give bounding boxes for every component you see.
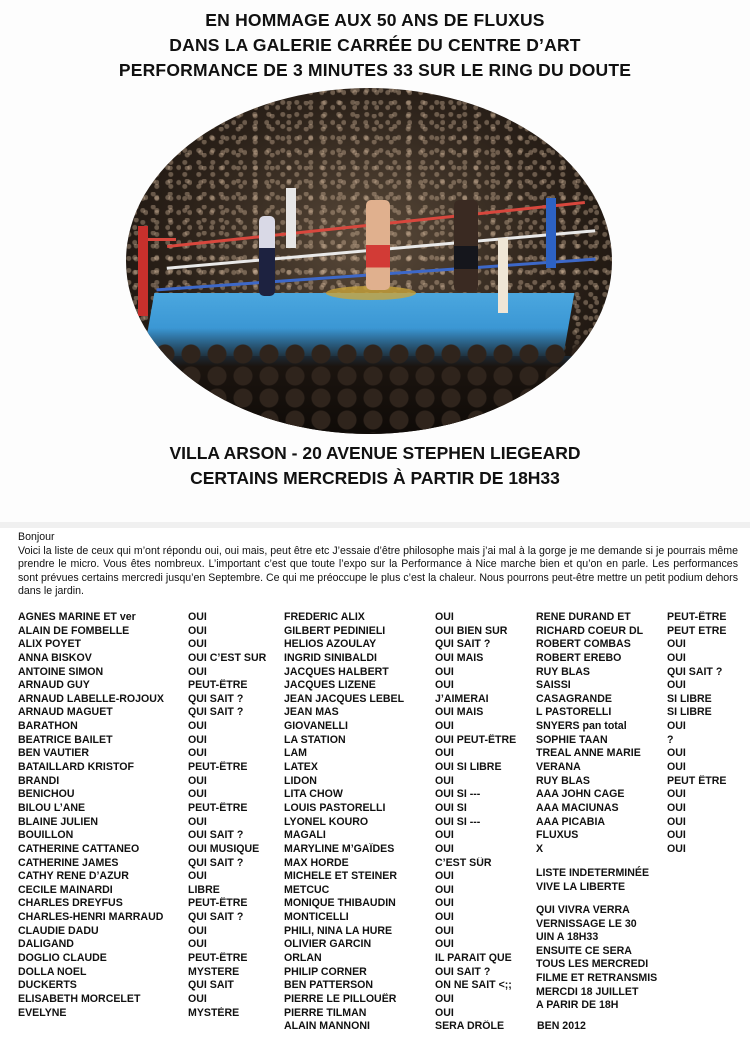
participant-answer: OUI PEUT-ÊTRE <box>435 733 517 746</box>
participant-name: MAGALI <box>284 829 326 842</box>
participant-answer: OUI <box>188 747 207 760</box>
participant-name: L PASTORELLI <box>536 706 612 719</box>
participant-answer: OUI <box>435 911 454 924</box>
participant-answer: OUI <box>435 938 454 951</box>
participant-answer: QUI SAIT <box>188 979 234 992</box>
participant-name: BRANDI <box>18 774 60 787</box>
participant-answer: PEUT-ÊTRE <box>188 897 248 910</box>
participant-answer: OUI SAIT ? <box>435 965 491 978</box>
participant-answer: OUI <box>435 679 454 692</box>
participant-answer: OUI <box>188 924 207 937</box>
participant-answer: QUI SAIT ? <box>188 692 244 705</box>
participant-name: BEN PATTERSON <box>284 979 374 992</box>
participant-name: ARNAUD LABELLE-ROJOUX <box>18 692 164 705</box>
participant-answer: PEUT-ÊTRE <box>188 801 248 814</box>
names-column-2 <box>284 611 434 1034</box>
participant-answer: SI LIBRE <box>667 692 712 705</box>
note-line: TOUS LES MERCREDI <box>536 958 649 971</box>
participant-name: GIOVANELLI <box>284 720 348 733</box>
participant-answer: PEUT-ÊTRE <box>188 761 248 774</box>
notes-block-a <box>536 867 649 894</box>
participant-answer: SERA DRÔLE <box>435 1020 505 1033</box>
participant-name: BOUILLON <box>18 829 74 842</box>
participant-answer: OUI SI LIBRE <box>435 761 502 774</box>
answers-column-1 <box>188 611 282 1020</box>
participant-answer: OUI <box>667 720 686 733</box>
participant-name: JEAN JACQUES LEBEL <box>284 692 405 705</box>
participant-name: CATHERINE CATTANEO <box>18 842 140 855</box>
participant-answer: OUI <box>188 624 207 637</box>
participant-answer: OUI SI <box>435 801 467 814</box>
note-line: MERCDI 18 JUILLET <box>536 985 639 998</box>
note-line: FILME ET RETRANSMIS <box>536 971 658 984</box>
participant-answer: OUI <box>667 651 686 664</box>
letter-body: Voici la liste de ceux qui m’ont répondu oui, oui mais, peut être etc J’essaie d’être philosophe mais j’ai mal à la gorge je me demande si je pourrais même prendre le micro. Vous êtes nombreux. L’important c’est que toute l’expo sur la Performance à Nice marche bien et qu’on en parle. Les performances sont prévues certains mercredi jusqu’en Septembre. Ce qui me préoccupe le plus c’est la chaleur. Nous pourrons peut-être mettre un petit podium dehors dans le jardin. <box>18 544 738 598</box>
participant-name: PHILI, NINA LA HURE <box>284 924 393 937</box>
referee-figure <box>259 216 275 296</box>
participant-answer: ? <box>667 733 674 746</box>
participant-answer: OUI <box>435 992 454 1005</box>
participant-name: DOLLA NOEL <box>18 965 87 978</box>
participant-answer: OUI MAIS <box>435 706 484 719</box>
ring-corner-post <box>546 198 556 268</box>
participant-answer: OUI <box>435 1006 454 1019</box>
participant-answer: PEUT ÊTRE <box>667 774 727 787</box>
participant-answer: OUI <box>435 747 454 760</box>
participant-name: ROBERT EREBO <box>536 651 622 664</box>
participant-answer: OUI <box>435 924 454 937</box>
participant-answer: PEUT-ÊTRE <box>188 679 248 692</box>
participant-answer: LIBRE <box>188 883 220 896</box>
ring-corner-post <box>498 238 508 313</box>
participant-answer: OUI SAIT ? <box>188 829 244 842</box>
participant-name: MARYLINE M’GAÏDES <box>284 842 395 855</box>
participant-name: AAA MACIUNAS <box>536 801 619 814</box>
participant-answer: OUI <box>435 829 454 842</box>
participant-name: ANNA BISKOV <box>18 651 92 664</box>
participant-answer: OUI <box>435 883 454 896</box>
participant-name: MONTICELLI <box>284 911 349 924</box>
participant-name: BARATHON <box>18 720 78 733</box>
header-line-3: PERFORMANCE DE 3 MINUTES 33 SUR LE RING DU DOUTE <box>118 60 632 80</box>
participant-name: ELISABETH MORCELET <box>18 992 141 1005</box>
poster-top <box>0 0 750 522</box>
participant-name: PHILIP CORNER <box>284 965 367 978</box>
participant-answer: OUI <box>188 733 207 746</box>
participant-answer: OUI SI --- <box>435 815 481 828</box>
venue-line-2: CERTAINS MERCREDIS À PARTIR DE 18H33 <box>190 468 560 488</box>
participant-answer: OUI <box>667 747 686 760</box>
ring-corner-post <box>138 226 148 316</box>
participant-name: CHARLES DREYFUS <box>18 897 123 910</box>
boxer-black-figure <box>454 200 478 292</box>
boxing-ring-photo <box>126 88 612 434</box>
participant-answer: OUI <box>188 788 207 801</box>
participant-answer: OUI <box>435 720 454 733</box>
venue-line-1: VILLA ARSON - 20 AVENUE STEPHEN LIEGEARD <box>169 443 581 463</box>
participant-name: DOGLIO CLAUDE <box>18 952 107 965</box>
participant-answer: QUI SAIT ? <box>188 856 244 869</box>
participant-name: ALAIN MANNONI <box>284 1020 370 1033</box>
participant-answer: OUI MAIS <box>435 651 484 664</box>
participant-name: LA STATION <box>284 733 346 746</box>
participant-name: ROBERT COMBAS <box>536 638 631 651</box>
answers-column-2 <box>435 611 533 1034</box>
names-column-1 <box>18 611 188 1020</box>
boxer-red-figure <box>366 200 390 290</box>
spectator-heads <box>126 343 612 433</box>
participant-answer: QUI SAIT ? <box>435 638 491 651</box>
participant-answer: OUI <box>435 611 454 623</box>
note-line: A PARIR DE 18H <box>536 999 619 1012</box>
note-line: ENSUITE CE SERA <box>536 944 632 957</box>
participant-name: FREDERIC ALIX <box>284 611 365 623</box>
participant-name: JEAN MAS <box>284 706 339 719</box>
participant-name: ALIX POYET <box>18 638 81 651</box>
participant-answer: J’AIMERAI <box>435 692 489 705</box>
participant-name: ARNAUD GUY <box>18 679 90 692</box>
participant-name: ALAIN DE FOMBELLE <box>18 624 130 637</box>
participant-answer: OUI <box>188 774 207 787</box>
notes-block-b <box>536 904 657 1013</box>
participant-answer: PEUT-ÊTRE <box>667 611 727 623</box>
note-line: LISTE INDETERMINÉE <box>536 867 650 879</box>
ring-corner-post <box>286 188 296 248</box>
participant-answer: C’EST SÛR <box>435 856 492 869</box>
participant-answer: OUI <box>435 774 454 787</box>
participant-answer: ON NE SAIT <;; <box>435 979 512 992</box>
note-line: UIN A 18H33 <box>536 931 599 944</box>
participant-name: DALIGAND <box>18 938 74 951</box>
note-line: QUI VIVRA VERRA <box>536 904 630 916</box>
participant-name: BEN VAUTIER <box>18 747 90 760</box>
participant-answer: OUI <box>667 761 686 774</box>
participant-name: JACQUES HALBERT <box>284 665 389 678</box>
participant-answer: OUI <box>667 679 686 692</box>
names-column-3 <box>536 611 666 857</box>
participant-name: X <box>536 842 544 855</box>
participant-name: MICHELE ET STEINER <box>284 870 398 883</box>
participant-name: CATHY RENE D’AZUR <box>18 870 129 883</box>
participant-name: CLAUDIE DADU <box>18 924 99 937</box>
participant-name: LOUIS PASTORELLI <box>284 801 386 814</box>
participant-name: BILOU L’ANE <box>18 801 86 814</box>
participant-answer: MYSTERE <box>188 965 240 978</box>
participant-answer: OUI SI --- <box>435 788 481 801</box>
participant-name: BATAILLARD KRISTOF <box>18 761 134 774</box>
participant-answer: OUI <box>667 638 686 651</box>
participant-name: BLAINE JULIEN <box>18 815 99 828</box>
participant-answer: MYSTÈRE <box>188 1006 240 1019</box>
participant-name: MAX HORDE <box>284 856 349 869</box>
header-line-1: EN HOMMAGE AUX 50 ANS DE FLUXUS <box>205 10 545 30</box>
letter-greeting: Bonjour <box>18 531 55 543</box>
participant-name: LIDON <box>284 774 317 787</box>
note-line: VIVE LA LIBERTE <box>536 880 626 893</box>
participant-answer: OUI <box>188 665 207 678</box>
participant-answer: PEUT ETRE <box>667 624 727 637</box>
participant-name: MONIQUE THIBAUDIN <box>284 897 396 910</box>
participant-name: RUY BLAS <box>536 665 590 678</box>
participant-answer: OUI <box>667 815 686 828</box>
participant-name: CATHERINE JAMES <box>18 856 119 869</box>
participant-name: INGRID SINIBALDI <box>284 651 377 664</box>
participant-name: SAISSI <box>536 679 571 692</box>
participant-name: BENICHOU <box>18 788 75 801</box>
participant-name: FLUXUS <box>536 829 579 842</box>
participant-name: CHARLES-HENRI MARRAUD <box>18 911 164 924</box>
participant-name: LAM <box>284 747 307 760</box>
header-line-2: DANS LA GALERIE CARRÉE DU CENTRE D’ART <box>169 35 581 55</box>
participant-name: CASAGRANDE <box>536 692 612 705</box>
participant-answer: SI LIBRE <box>667 706 712 719</box>
participant-name: ANTOINE SIMON <box>18 665 104 678</box>
participant-name: TREAL ANNE MARIE <box>536 747 641 760</box>
participant-name: ORLAN <box>284 952 322 965</box>
participant-name: RICHARD COEUR DL <box>536 624 644 637</box>
participant-answer: OUI <box>435 897 454 910</box>
note-line: VERNISSAGE LE 30 <box>536 917 637 930</box>
participant-name: LATEX <box>284 761 318 774</box>
participant-answer: OUI <box>188 815 207 828</box>
participant-answer: OUI <box>188 611 207 623</box>
participant-answer: OUI C’EST SUR <box>188 651 267 664</box>
participant-name: ARNAUD MAGUET <box>18 706 113 719</box>
participant-name: AAA JOHN CAGE <box>536 788 625 801</box>
participant-name: JACQUES LIZENE <box>284 679 376 692</box>
participant-name: SNYERS pan total <box>536 720 627 733</box>
participant-name: OLIVIER GARCIN <box>284 938 372 951</box>
participant-answer: OUI <box>435 870 454 883</box>
participant-name: PIERRE LE PILLOUËR <box>284 992 397 1005</box>
participant-name: RUY BLAS <box>536 774 590 787</box>
participant-name: LYONEL KOURO <box>284 815 369 828</box>
answers-column-3 <box>667 611 747 857</box>
participant-answer: QUI SAIT ? <box>188 911 244 924</box>
participant-answer: OUI BIEN SUR <box>435 624 508 637</box>
page-divider <box>0 522 750 528</box>
participant-name: RENE DURAND ET <box>536 611 631 623</box>
participant-name: HELIOS AZOULAY <box>284 638 377 651</box>
participant-name: CECILE MAINARDI <box>18 883 113 896</box>
participant-name: SOPHIE TAAN <box>536 733 608 746</box>
participant-name: VERANA <box>536 761 581 774</box>
participant-answer: OUI <box>667 788 686 801</box>
participant-name: EVELYNE <box>18 1006 67 1019</box>
participant-answer: OUI <box>435 842 454 855</box>
participant-answer: OUI <box>188 720 207 733</box>
participant-answer: OUI <box>667 842 686 855</box>
ring-rope <box>146 238 176 241</box>
participant-name: METCUC <box>284 883 330 896</box>
participant-answer: OUI <box>188 992 207 1005</box>
participant-answer: QUI SAIT ? <box>667 665 723 678</box>
participant-answer: PEUT-ÊTRE <box>188 952 248 965</box>
participant-name: GILBERT PEDINIELI <box>284 624 386 637</box>
participant-name: DUCKERTS <box>18 979 77 992</box>
participant-answer: OUI <box>667 801 686 814</box>
participant-answer: QUI SAIT ? <box>188 706 244 719</box>
participant-answer: OUI <box>188 870 207 883</box>
participant-name: AAA PICABIA <box>536 815 606 828</box>
participant-name: PIERRE TILMAN <box>284 1006 367 1019</box>
participant-answer: OUI <box>188 638 207 651</box>
participant-name: LITA CHOW <box>284 788 343 801</box>
participant-answer: OUI <box>667 829 686 842</box>
signature: BEN 2012 <box>537 1020 586 1032</box>
participant-answer: OUI <box>435 665 454 678</box>
participant-answer: OUI MUSIQUE <box>188 842 260 855</box>
participant-answer: IL PARAIT QUE <box>435 952 512 965</box>
letter-text <box>18 531 738 599</box>
participant-name: BEATRICE BAILET <box>18 733 113 746</box>
participant-name: AGNES MARINE ET ver <box>18 611 136 623</box>
participant-answer: OUI <box>188 938 207 951</box>
